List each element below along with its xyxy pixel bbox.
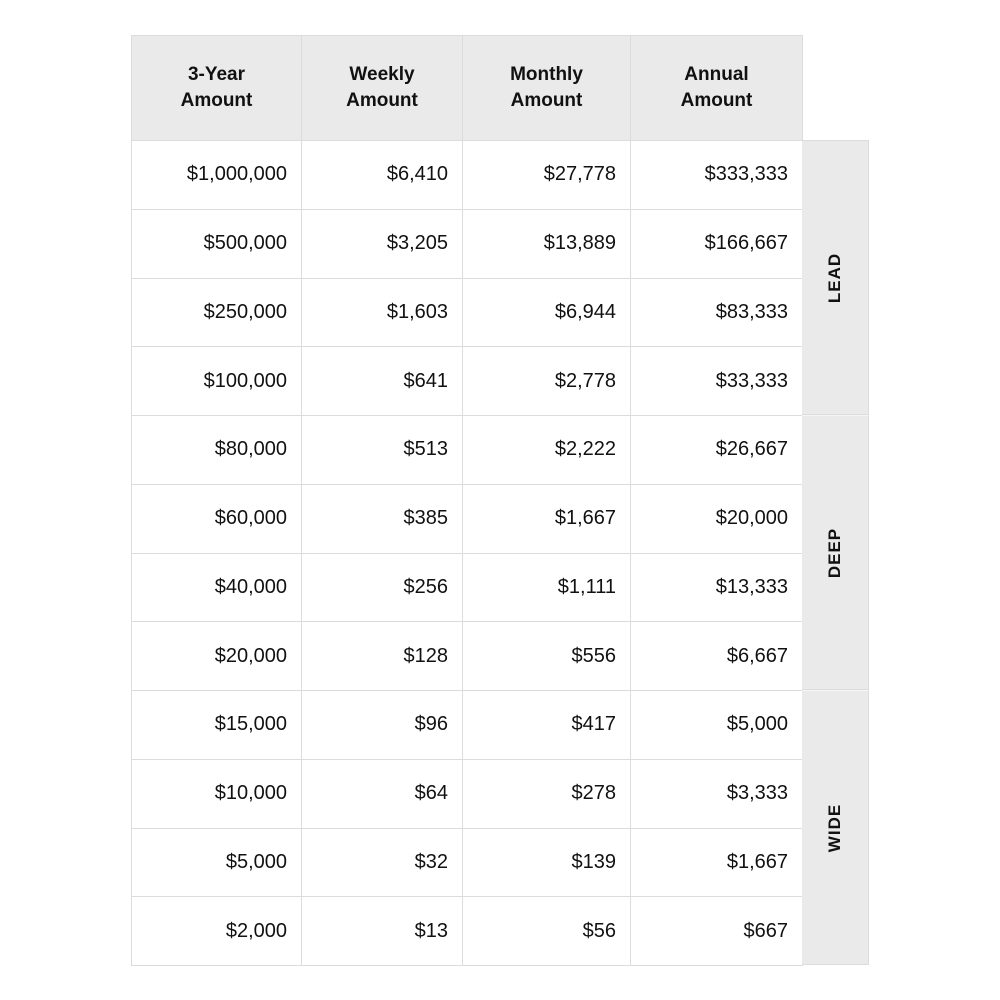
annual-amount-cell: $1,667 xyxy=(631,828,803,897)
three-year-amount-cell: $10,000 xyxy=(132,759,302,828)
weekly-amount-cell: $1,603 xyxy=(302,278,463,347)
weekly-amount-cell: $32 xyxy=(302,828,463,897)
header-weekly-amount xyxy=(302,36,463,141)
header-line: Amount xyxy=(680,90,753,111)
three-year-amount-cell: $60,000 xyxy=(132,484,302,553)
weekly-amount-cell: $385 xyxy=(302,484,463,553)
weekly-amount-cell: $96 xyxy=(302,691,463,760)
annual-amount-cell: $6,667 xyxy=(631,622,803,691)
three-year-amount-cell: $40,000 xyxy=(132,553,302,622)
amount-table xyxy=(131,35,803,966)
annual-amount-cell: $166,667 xyxy=(631,209,803,278)
table-row xyxy=(132,897,803,966)
table-row xyxy=(132,691,803,760)
monthly-amount-cell: $13,889 xyxy=(463,209,631,278)
table-row xyxy=(132,553,803,622)
annual-amount-cell: $13,333 xyxy=(631,553,803,622)
three-year-amount-cell: $20,000 xyxy=(132,622,302,691)
header-annual-amount xyxy=(631,36,803,141)
weekly-amount-cell: $64 xyxy=(302,759,463,828)
tier-group-deep xyxy=(802,415,869,690)
monthly-amount-cell: $2,778 xyxy=(463,347,631,416)
monthly-amount-cell: $278 xyxy=(463,759,631,828)
table-row xyxy=(132,141,803,210)
table-row xyxy=(132,278,803,347)
table-row xyxy=(132,622,803,691)
table-row xyxy=(132,759,803,828)
tier-label: LEAD xyxy=(825,252,844,303)
header-line: 3-Year xyxy=(187,64,246,85)
monthly-amount-cell: $6,944 xyxy=(463,278,631,347)
tier-group-column xyxy=(802,140,869,965)
weekly-amount-cell: $13 xyxy=(302,897,463,966)
amount-table-container xyxy=(131,35,803,966)
annual-amount-cell: $333,333 xyxy=(631,141,803,210)
three-year-amount-cell: $80,000 xyxy=(132,416,302,485)
monthly-amount-cell: $139 xyxy=(463,828,631,897)
header-line: Amount xyxy=(180,90,253,111)
header-three-year-amount xyxy=(132,36,302,141)
annual-amount-cell: $26,667 xyxy=(631,416,803,485)
table-row xyxy=(132,347,803,416)
weekly-amount-cell: $513 xyxy=(302,416,463,485)
header-line: Amount xyxy=(346,90,418,111)
monthly-amount-cell: $2,222 xyxy=(463,416,631,485)
table-row xyxy=(132,484,803,553)
monthly-amount-cell: $27,778 xyxy=(463,141,631,210)
tier-label: DEEP xyxy=(825,527,844,578)
header-line: Monthly xyxy=(510,64,583,85)
table-body xyxy=(132,141,803,966)
monthly-amount-cell: $417 xyxy=(463,691,631,760)
table-row xyxy=(132,416,803,485)
three-year-amount-cell: $5,000 xyxy=(132,828,302,897)
weekly-amount-cell: $3,205 xyxy=(302,209,463,278)
three-year-amount-cell: $500,000 xyxy=(132,209,302,278)
header-line: Amount xyxy=(510,90,583,111)
annual-amount-cell: $3,333 xyxy=(631,759,803,828)
tier-group-lead xyxy=(802,140,869,415)
monthly-amount-cell: $56 xyxy=(463,897,631,966)
monthly-amount-cell: $1,111 xyxy=(463,553,631,622)
annual-amount-cell: $20,000 xyxy=(631,484,803,553)
annual-amount-cell: $667 xyxy=(631,897,803,966)
header-monthly-amount xyxy=(463,36,631,141)
weekly-amount-cell: $6,410 xyxy=(302,141,463,210)
tier-label: WIDE xyxy=(825,803,844,852)
annual-amount-cell: $33,333 xyxy=(631,347,803,416)
three-year-amount-cell: $15,000 xyxy=(132,691,302,760)
three-year-amount-cell: $2,000 xyxy=(132,897,302,966)
monthly-amount-cell: $1,667 xyxy=(463,484,631,553)
table-row xyxy=(132,828,803,897)
three-year-amount-cell: $100,000 xyxy=(132,347,302,416)
annual-amount-cell: $83,333 xyxy=(631,278,803,347)
header-line: Annual xyxy=(684,64,749,85)
header-line: Weekly xyxy=(349,64,415,85)
table-header xyxy=(132,36,803,141)
weekly-amount-cell: $256 xyxy=(302,553,463,622)
weekly-amount-cell: $641 xyxy=(302,347,463,416)
annual-amount-cell: $5,000 xyxy=(631,691,803,760)
three-year-amount-cell: $1,000,000 xyxy=(132,141,302,210)
three-year-amount-cell: $250,000 xyxy=(132,278,302,347)
tier-group-wide xyxy=(802,690,869,965)
monthly-amount-cell: $556 xyxy=(463,622,631,691)
table-row xyxy=(132,209,803,278)
weekly-amount-cell: $128 xyxy=(302,622,463,691)
header-row xyxy=(132,36,803,141)
